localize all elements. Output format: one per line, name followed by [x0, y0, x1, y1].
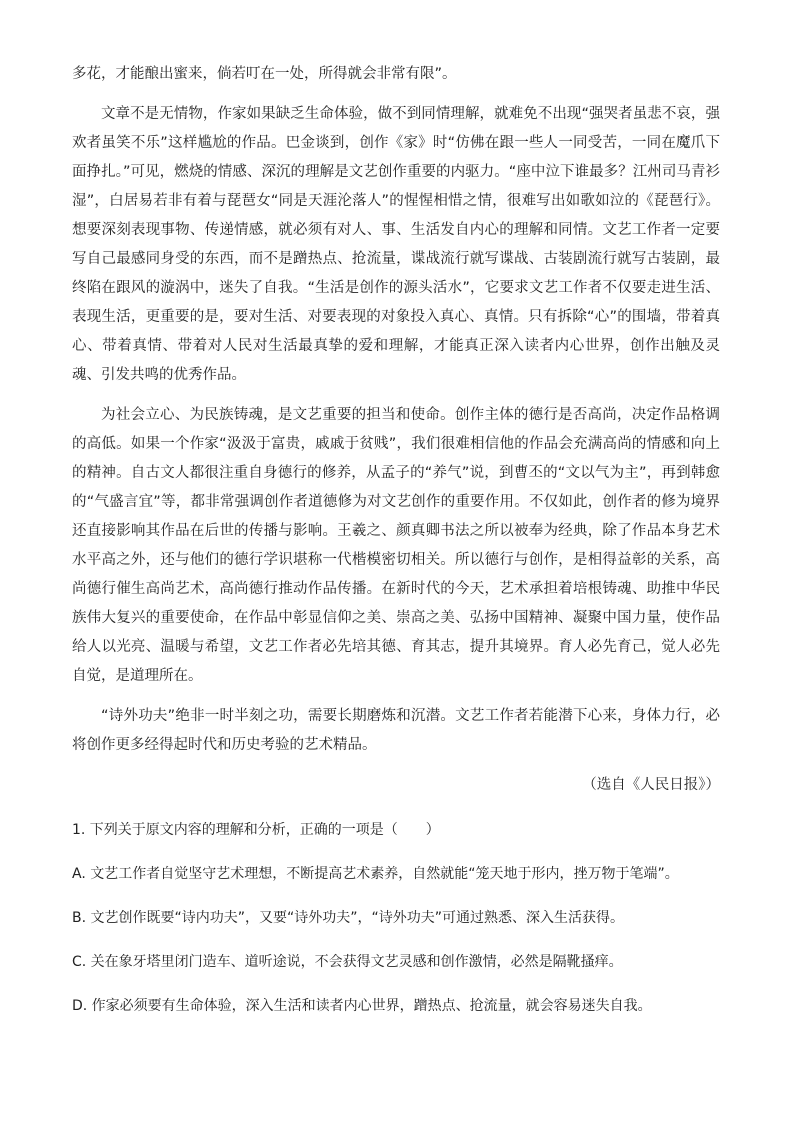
question-stem: 1. 下列关于原文内容的理解和分析，正确的一项是（ ）	[72, 822, 440, 838]
article-paragraph-1: 文章不是无情物，作家如果缺乏生命体验，做不到同情理解，就难免不出现“强哭者虽悲不哀，强欢者虽笑不乐”这样尴尬的作品。巴金谈到，创作《家》时“仿佛在跟一些人一同受苦，一同在魔爪下面挣扎。”可见，燃烧的情感、深沉的理解是文艺创作重要的内驱力。“座中泣下谁最多？江州司马青衫湿”，白居易若非有着与琵琶女“同是天涯沦落人”的惺惺相惜之情，很难写出如歌如泣的《琵琶行》。想要深刻表现事物、传递情感，就必须有对人、事、生活发自内心的理解和同情。文艺工作者一定要写自己最感同身受的东西，而不是蹭热点、抢流量，谍战流行就写谍战、古装剧流行就写古装剧，最终陷在跟风的漩涡中，迷失了自我。“生活是创作的源头活水”，它要求文艺工作者不仅要走进生活、表现生活，更重要的是，要对生活、对要表现的对象投入真心、真情。只有拆除“心”的围墙，带着真心、带着真情、带着对人民对生活最真挚的爱和理解，才能真正深入读者内心世界，创作出触及灵魂、引发共鸣的优秀作品。	[72, 106, 720, 383]
option-c: C. 关在象牙塔里闭门造车、道听途说，不会获得文艺灵感和创作激情，必然是隔靴搔痒。	[72, 954, 623, 970]
article-source: （选自《人民日报》）	[582, 777, 720, 793]
document-page	[72, 60, 720, 1018]
article-paragraph-3: “诗外功夫”绝非一时半刻之功，需要长期磨炼和沉潜。文艺工作者若能潜下心来，身体力行，必将创作更多经得起时代和历史考验的艺术精品。	[72, 708, 720, 753]
option-a: A. 文艺工作者自觉坚守艺术理想，不断提高艺术素养，自然就能“笼天地于形内，挫万物于笔端”。	[72, 866, 679, 882]
option-b: B. 文艺创作既要“诗内功夫”，又要“诗外功夫”，“诗外功夫”可通过熟悉、深入生活获得。	[72, 910, 625, 926]
article-paragraph-0: 多花，才能酿出蜜来，倘若叮在一处，所得就会非常有限”。	[72, 66, 457, 82]
article-paragraph-2: 为社会立心、为民族铸魂，是文艺重要的担当和使命。创作主体的德行是否高尚，决定作品格调的高低。如果一个作家“汲汲于富贵，戚戚于贫贱”，我们很难相信他的作品会充满高尚的情感和向上的精神。自古文人都很注重自身德行的修养，从孟子的“养气”说，到曹丕的“文以气为主”，再到韩愈的“气盛言宜”等，都非常强调创作者道德修为对文艺创作的重要作用。不仅如此，创作者的修为境界还直接影响其作品在后世的传播与影响。王羲之、颜真卿书法之所以被奉为经典，除了作品本身艺术水平高之外，还与他们的德行学识堪称一代楷模密切相关。所以德行与创作，是相得益彰的关系，高尚德行催生高尚艺术，高尚德行推动作品传播。在新时代的今天，艺术承担着培根铸魂、助推中华民族伟大复兴的重要使命，在作品中彰显信仰之美、崇高之美、弘扬中国精神、凝聚中国力量，使作品给人以光亮、温暖与希望，文艺工作者必先培其德、育其志，提升其境界。育人必先育己，觉人必先自觉，是道理所在。	[72, 407, 720, 684]
option-d: D. 作家必须要有生命体验，深入生活和读者内心世界，蹭热点、抢流量，就会容易迷失自我。	[72, 998, 652, 1014]
